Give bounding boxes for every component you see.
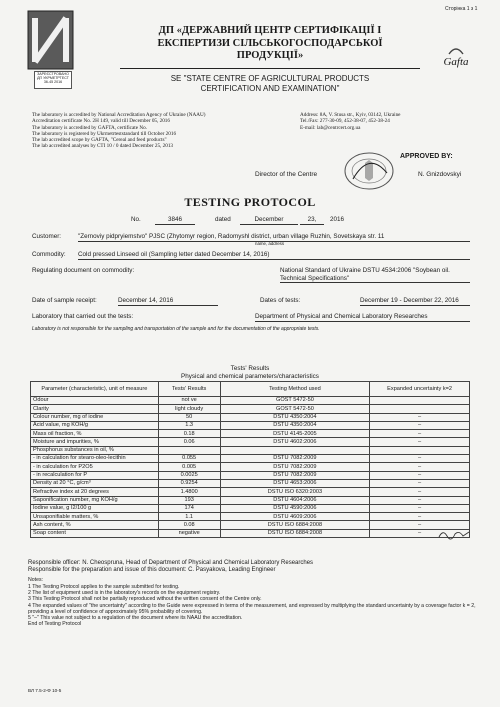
parameter-cell: Acid value, mg KOH/g — [31, 421, 159, 429]
uncertainty-cell: – — [370, 496, 470, 504]
method-cell: DSTU ISO 6884:2008 — [220, 521, 370, 529]
table-row — [31, 421, 470, 429]
centre-name-english: SE "STATE CENTRE OF AGRICULTURAL PRODUCTS CERTIFICATION AND EXAMINATION" — [170, 74, 370, 93]
uncertainty-cell: – — [370, 421, 470, 429]
approved-by-label: APPROVED BY: — [400, 153, 453, 160]
commodity-label: Commodity: — [32, 251, 66, 258]
method-cell: DSTU 4604:2006 — [220, 496, 370, 504]
notes-end: End of Testing Protocol — [28, 621, 82, 628]
responsible-officer: Responsible officer: N. Cheospruna, Head of Department of Physical and Chemical Laboratory Researches — [28, 560, 314, 566]
table-row — [31, 413, 470, 421]
uncertainty-cell: – — [370, 488, 470, 496]
table-row — [31, 479, 470, 487]
result-cell: 0.0025 — [158, 471, 220, 479]
method-cell — [220, 446, 370, 454]
uncertainty-cell: – — [370, 463, 470, 471]
tests-dates-label: Dates of tests: — [260, 297, 301, 304]
logo-registration-caption: ЗАРЕЄСТРОВАНО ДП УКРМЕТРТЕСТ 36-45 2016 — [34, 71, 72, 89]
gafta-logo-icon — [447, 46, 465, 56]
parameter-cell: Colour number, mg of iodine — [31, 413, 159, 421]
column-header: Tests' Results — [158, 382, 220, 397]
uncertainty-cell: – — [370, 504, 470, 512]
table-row — [31, 397, 470, 405]
result-cell: 193 — [158, 496, 220, 504]
method-cell: DSTU 7082:2009 — [220, 463, 370, 471]
result-cell: 0.08 — [158, 521, 220, 529]
parameter-cell: Odour — [31, 397, 159, 405]
table-header-row — [31, 382, 470, 397]
laboratory-label: Laboratory that carried out the tests: — [32, 313, 134, 320]
parameter-cell: Refractive index at 20 degrees — [31, 488, 159, 496]
method-cell: DSTU 4145-2005 — [220, 430, 370, 438]
table-row — [31, 405, 470, 413]
note-item: 5 "–" This value not subject to a regulation of the document where its NAAU the accreditation. — [28, 615, 243, 622]
parameter-cell: Iodine value, g I2/100 g — [31, 504, 159, 512]
results-heading — [0, 365, 500, 380]
parameter-cell: Moisture and impurities, % — [31, 438, 159, 446]
customer-value: "Zernoviy pidpryiemstvo" PJSC (Zhytomyr region, Radomyshl district, urban village Ruzhin, Sovetskaya str. 11 — [78, 233, 470, 242]
protocol-dated-label: dated — [215, 216, 231, 223]
regulating-doc-label: Regulating document on commodity: — [32, 267, 135, 274]
laboratory-value: Department of Physical and Chemical Laboratory Researches — [255, 313, 470, 322]
parameter-cell: Mass oil fraction, % — [31, 430, 159, 438]
uncertainty-cell: – — [370, 479, 470, 487]
tests-dates-value: December 19 - December 22, 2016 — [360, 297, 470, 306]
result-cell: negative — [158, 529, 220, 537]
uncertainty-cell — [370, 405, 470, 413]
commodity-value: Cold pressed Linseed oil (Sampling letter dated December 14, 2016) — [78, 251, 470, 260]
result-cell: light cloudy — [158, 405, 220, 413]
result-cell: 1.1 — [158, 513, 220, 521]
method-cell: DSTU 4653:2006 — [220, 479, 370, 487]
uncertainty-cell: – — [370, 438, 470, 446]
result-cell: 0.9254 — [158, 479, 220, 487]
customer-label: Customer: — [32, 233, 62, 240]
protocol-no-label: No. — [131, 216, 141, 223]
parameter-cell: - in calculation for P2O5 — [31, 463, 159, 471]
result-cell: 0.055 — [158, 455, 220, 463]
laboratory-note: Laboratory is not responsible for the sampling and transportation of the sample and for the documentation of the appropriate tests. — [32, 326, 320, 332]
method-cell: DSTU 4350:2004 — [220, 413, 370, 421]
address-block: Address: 8A, V. Stusa str., Kyiv, 03142, Ukraine Tel./Fax: 277-30-09, 452-38-07, 452-38-24 E-mail: lab@centrcert.org.ua — [300, 112, 401, 131]
uncertainty-cell — [370, 446, 470, 454]
uncertainty-cell: – — [370, 471, 470, 479]
parameter-cell: Unsaponifiable matters, % — [31, 513, 159, 521]
uncertainty-cell: – — [370, 513, 470, 521]
parameter-cell: Soap content — [31, 529, 159, 537]
column-header: Expanded uncertainty k=2 — [370, 382, 470, 397]
method-cell: DSTU 4602:2006 — [220, 438, 370, 446]
accreditation-block: The laboratory is accredited by National Accreditation Agency of Ukraine (NAAU) Accreditation certificate No. 2H 149, valid till December 05, 2016 The laboratory is accredited by GAFTA, certificate No. The laboratory is registered by Ukrmetrteststandard till October 2016 The lab accredited scope by GAFTA, "Cereal and feed products" The lab accredited analyses by CTI 10 / 0 dated December 25, 2013 — [32, 112, 206, 150]
uncertainty-cell — [370, 397, 470, 405]
results-subtitle: Physical and chemical parameters/characteristics — [181, 372, 319, 380]
page-number: Сторінка 1 з 1 — [445, 6, 478, 12]
table-row — [31, 438, 470, 446]
protocol-date-day: 23, — [300, 216, 324, 225]
result-cell — [158, 446, 220, 454]
note-item: 3 This Testing Protocol shall not be partially reproduced without the written consent of the Centre only. — [28, 596, 262, 603]
centre-logo-icon — [27, 10, 74, 70]
signature-icon — [437, 528, 471, 540]
result-cell: 0.06 — [158, 438, 220, 446]
method-cell: DSTU 4590:2006 — [220, 504, 370, 512]
method-cell: GOST 5472-50 — [220, 405, 370, 413]
gafta-label: Gafta — [443, 56, 469, 68]
parameter-cell: - in calculation for stearo-oleo-lecithin — [31, 455, 159, 463]
table-row — [31, 455, 470, 463]
results-table — [30, 381, 470, 538]
method-cell: DSTU 4350:2004 — [220, 421, 370, 429]
result-cell: 50 — [158, 413, 220, 421]
table-row — [31, 521, 470, 529]
protocol-no-value: 3846 — [155, 216, 195, 225]
responsible-preparation: Responsible for the preparation and issue of this document: C. Pasyakova, Leading Engineer — [28, 567, 276, 574]
result-cell: not ve — [158, 397, 220, 405]
parameter-cell: Clarity — [31, 405, 159, 413]
form-code: ВЛ 7.5-2-Ф 10-5 — [28, 688, 62, 693]
uncertainty-cell: – — [370, 521, 470, 529]
column-header: Testing Method used — [220, 382, 370, 397]
result-cell: 1.3 — [158, 421, 220, 429]
protocol-date-year: 2016 — [330, 216, 345, 223]
parameter-cell: Phosphorus substances in oil, % — [31, 446, 159, 454]
table-row — [31, 529, 470, 537]
notes-block — [28, 560, 478, 628]
method-cell: DSTU 7082:2009 — [220, 455, 370, 463]
official-stamp-icon — [343, 151, 395, 191]
table-row — [31, 496, 470, 504]
uncertainty-cell: – — [370, 455, 470, 463]
header-divider — [120, 68, 420, 69]
result-cell: 174 — [158, 504, 220, 512]
note-item: 2 The list of equipment used is in the laboratory's records on the equipment registry. — [28, 590, 221, 596]
receipt-date-label: Date of sample receipt: — [32, 297, 97, 304]
method-cell: DSTU ISO 6320:2003 — [220, 488, 370, 496]
uncertainty-cell: – — [370, 529, 470, 537]
uncertainty-cell: – — [370, 413, 470, 421]
method-cell: DSTU 4609:2006 — [220, 513, 370, 521]
table-row — [31, 504, 470, 512]
table-row — [31, 488, 470, 496]
parameter-cell: Ash content, % — [31, 521, 159, 529]
column-header: Parameter (characteristic), unit of measure — [31, 382, 159, 397]
notes-heading: Notes: — [28, 577, 43, 584]
result-cell: 0.18 — [158, 430, 220, 438]
parameter-cell: Density at 20 °C, g/cm³ — [31, 479, 159, 487]
method-cell: DSTU 7082:2009 — [220, 471, 370, 479]
result-cell: 0.005 — [158, 463, 220, 471]
director-name: N. Gnizdovskyi — [418, 171, 462, 178]
method-cell: GOST 5472-50 — [220, 397, 370, 405]
director-label: Director of the Centre — [255, 171, 318, 178]
document-title: TESTING PROTOCOL — [184, 195, 316, 209]
method-cell: DSTU ISO 6884:2008 — [220, 529, 370, 537]
table-row — [31, 471, 470, 479]
protocol-date-month: December — [240, 216, 298, 225]
receipt-date-value: December 14, 2016 — [118, 297, 218, 306]
parameter-cell: - in recalculation for P — [31, 471, 159, 479]
results-title: Tests' Results — [230, 365, 270, 372]
result-cell: 1.4800 — [158, 488, 220, 496]
uncertainty-cell: – — [370, 430, 470, 438]
regulating-doc-value: National Standard of Ukraine DSTU 4534:2006 "Soybean oil. Technical Specifications" — [280, 267, 470, 283]
table-row — [31, 430, 470, 438]
table-row — [31, 446, 470, 454]
parameter-cell: Saponification number, mg KOH/g — [31, 496, 159, 504]
centre-name-ukrainian: ДП «ДЕРЖАВНИЙ ЦЕНТР СЕРТИФІКАЦІЇ І ЕКСПЕРТИЗИ СІЛЬСЬКОГОСПОДАРСЬКОЇ ПРОДУКЦІЇ» — [157, 25, 383, 61]
table-row — [31, 463, 470, 471]
note-item: 1 The Testing Protocol applies to the sample submitted for testing. — [28, 583, 180, 590]
customer-sub-caption: name, address — [255, 241, 285, 246]
table-row — [31, 513, 470, 521]
note-item: 4 The expanded values of "the uncertainty" according to the Guide were expressed in terms of the measurement, and expressed by multiplying the standard uncertainty by a coverage factor k = 2, providing a level of confidence of approximately 95% probability of covering. — [28, 602, 476, 615]
